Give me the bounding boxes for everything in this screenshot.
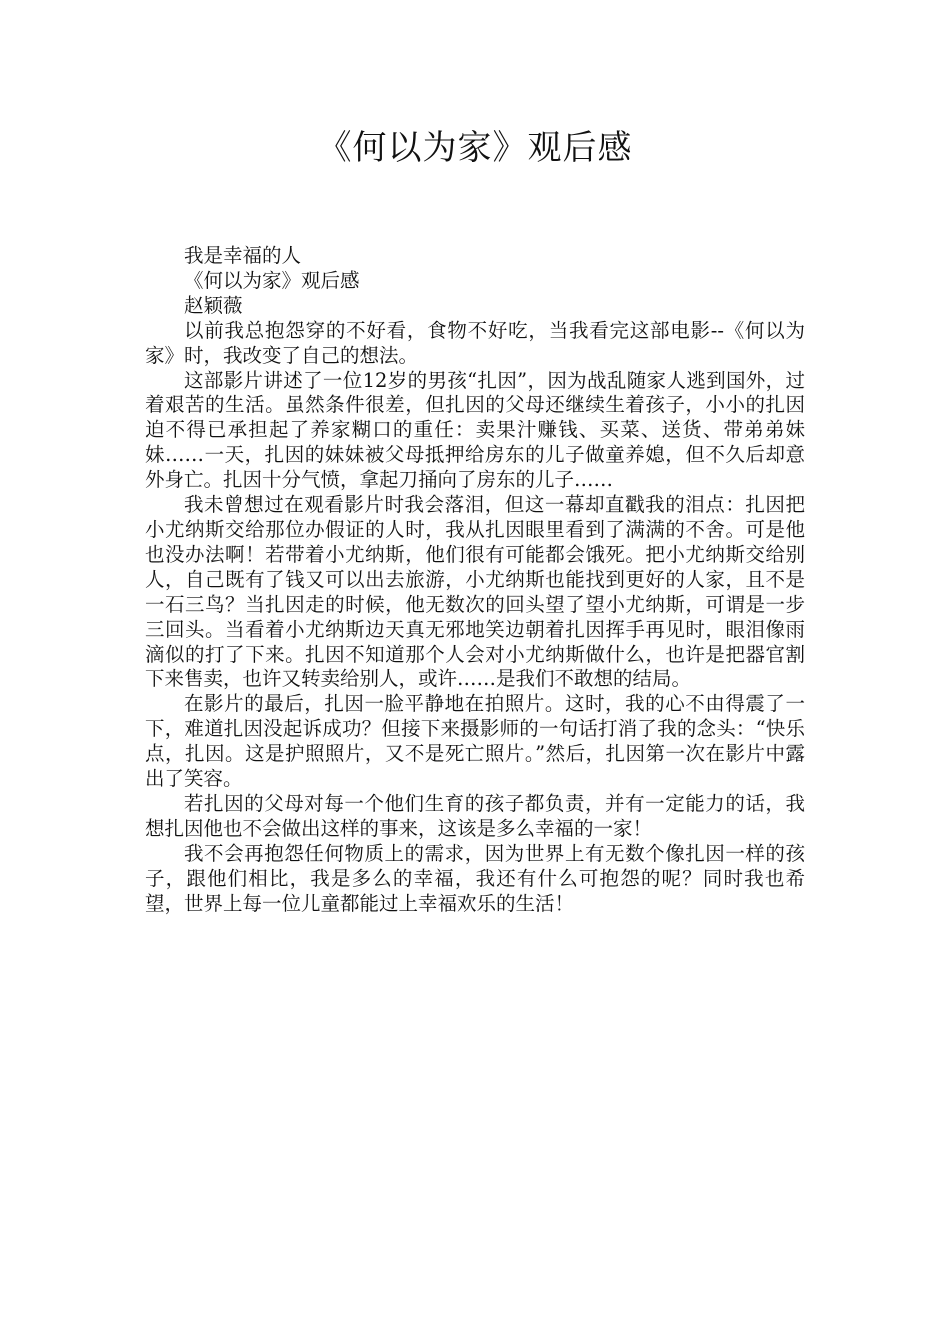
body-paragraph: 我不会再抱怨任何物质上的需求，因为世界上有无数个像扎因一样的孩子，跟他们相比，我是多么的幸福，我还有什么可抱怨的呢？同时我也希望，世界上每一位儿童都能过上幸福欢乐的生活！	[145, 841, 805, 915]
body-paragraph: 以前我总抱怨穿的不好看，食物不好吃，当我看完这部电影--《何以为家》时，我改变了自己的想法。	[145, 318, 805, 367]
body-paragraph: 若扎因的父母对每一个他们生育的孩子都负责，并有一定能力的话，我想扎因他也不会做出这样的事来，这该是多么幸福的一家！	[145, 791, 805, 840]
document-body	[145, 244, 805, 916]
body-paragraph: 这部影片讲述了一位12岁的男孩“扎因”，因为战乱随家人逃到国外，过着艰苦的生活。虽然条件很差，但扎因的父母还继续生着孩子，小小的扎因迫不得已承担起了养家糊口的重任：卖果汁赚钱、买菜、送货、带弟弟妹妹……一天，扎因的妹妹被父母抵押给房东的儿子做童养媳，但不久后却意外身亡。扎因十分气愤，拿起刀捅向了房东的儿子……	[145, 368, 805, 492]
document-title: 《何以为家》观后感	[317, 128, 633, 168]
essay-subtitle: 《何以为家》观后感	[184, 268, 360, 292]
body-paragraph: 在影片的最后，扎因一脸平静地在拍照片。这时，我的心不由得震了一下，难道扎因没起诉成功？但接下来摄影师的一句话打消了我的念头：“快乐点，扎因。这是护照照片，又不是死亡照片。”然后，扎因第一次在影片中露出了笑容。	[145, 692, 805, 791]
body-paragraph: 我未曾想过在观看影片时我会落泪，但这一幕却直戳我的泪点：扎因把小尤纳斯交给那位办假证的人时，我从扎因眼里看到了满满的不舍。可是他也没办法啊！若带着小尤纳斯，他们很有可能都会饿死。把小尤纳斯交给别人，自己既有了钱又可以出去旅游，小尤纳斯也能找到更好的人家，且不是一石三鸟？当扎因走的时候，他无数次的回头望了望小尤纳斯，可谓是一步三回头。当看着小尤纳斯边天真无邪地笑边朝着扎因挥手再见时，眼泪像雨滴似的打了下来。扎因不知道那个人会对小尤纳斯做什么，也许是把器官割下来售卖，也许又转卖给别人，或许……是我们不敢想的结局。	[145, 493, 805, 691]
author-name: 赵颖薇	[184, 293, 243, 317]
essay-heading: 我是幸福的人	[184, 244, 302, 267]
